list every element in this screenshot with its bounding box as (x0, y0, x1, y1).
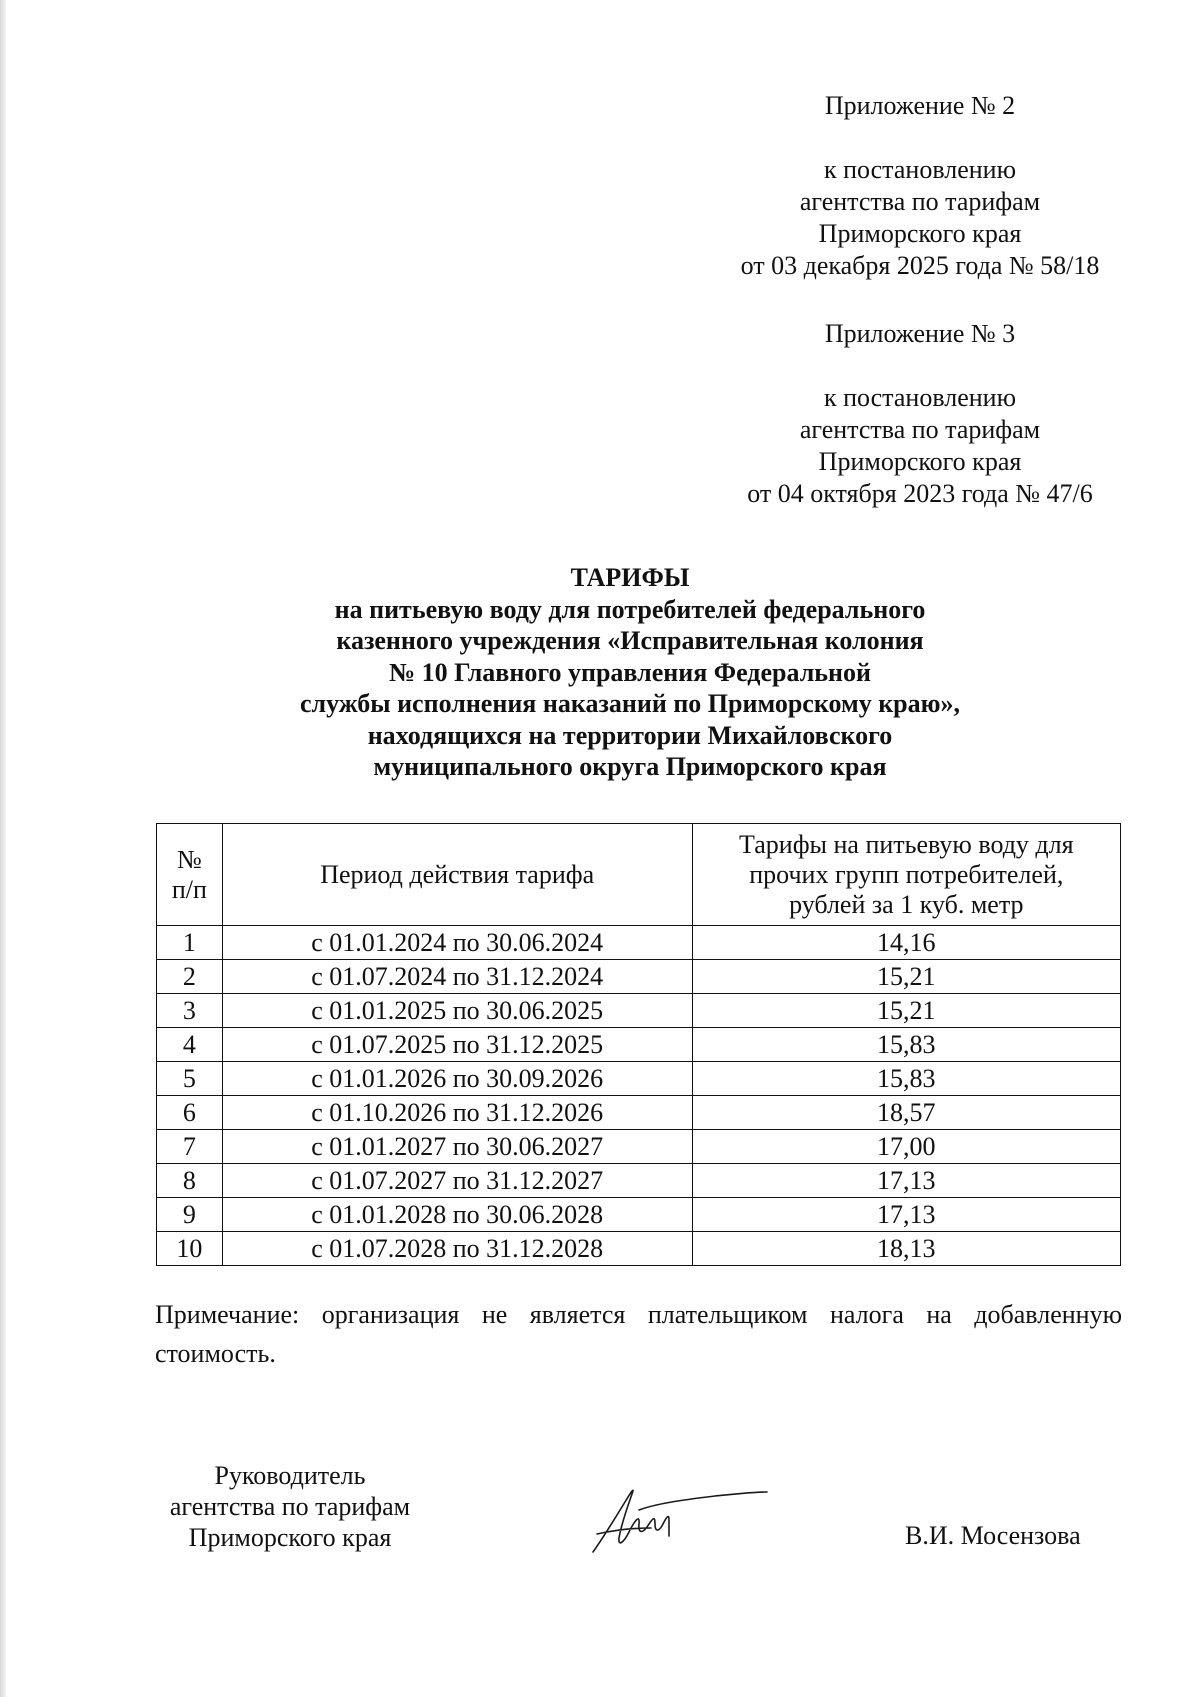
handwritten-signature (585, 1480, 775, 1560)
title-line: службы исполнения наказаний по Приморскому краю», (299, 689, 961, 718)
document-title (230, 562, 1030, 783)
row-number: 6 (157, 1096, 223, 1130)
header-number (157, 824, 223, 926)
row-number: 2 (157, 960, 223, 994)
appendix-3-block (700, 318, 1140, 510)
appendix-line: агентства по тарифам (799, 415, 1041, 444)
row-tariff: 18,57 (692, 1096, 1120, 1130)
table-row (157, 1062, 1121, 1096)
row-number: 7 (157, 1130, 223, 1164)
row-number: 10 (157, 1232, 223, 1266)
row-period: с 01.01.2026 по 30.09.2026 (222, 1062, 692, 1096)
signer-position-line: Приморского края (188, 1523, 392, 1552)
row-period: с 01.07.2024 по 31.12.2024 (222, 960, 692, 994)
title-line: муниципального округа Приморского края (373, 752, 887, 781)
row-tariff: 14,16 (692, 926, 1120, 960)
table-row (157, 994, 1121, 1028)
header-tariff-line: прочих групп потребителей, (749, 859, 1064, 889)
row-period: с 01.07.2028 по 31.12.2028 (222, 1232, 692, 1266)
vat-note: Примечание: организация не является плательщиком налога на добавленную стоимость. (155, 1300, 1122, 1368)
header-tariff-line: Тарифы на питьевую воду для (739, 829, 1074, 859)
appendix-line: Приморского края (818, 219, 1022, 248)
table-row (157, 1096, 1121, 1130)
row-number: 3 (157, 994, 223, 1028)
row-period: с 01.07.2027 по 31.12.2027 (222, 1164, 692, 1198)
appendix-line: к постановлению (823, 155, 1017, 184)
header-number-line: № (176, 844, 202, 874)
title-line: находящихся на территории Михайловского (367, 720, 893, 750)
row-tariff: 15,21 (692, 994, 1120, 1028)
table-row (157, 1198, 1121, 1232)
signer-position-line: Руководитель (214, 1461, 366, 1490)
appendix-heading: Приложение № 3 (824, 319, 1016, 348)
row-period: с 01.07.2025 по 31.12.2025 (222, 1028, 692, 1062)
table-row (157, 960, 1121, 994)
row-period: с 01.01.2024 по 30.06.2024 (222, 926, 692, 960)
header-number-line: п/п (171, 874, 207, 904)
title-line: на питьевую воду для потребителей федерального (334, 594, 926, 624)
row-tariff: 18,13 (692, 1232, 1120, 1266)
row-number: 8 (157, 1164, 223, 1198)
signer-name: В.И. Мосензова (905, 1521, 1081, 1550)
row-number: 1 (157, 926, 223, 960)
row-tariff: 15,83 (692, 1028, 1120, 1062)
row-period: с 01.10.2026 по 31.12.2026 (222, 1096, 692, 1130)
table-header-row (157, 824, 1121, 926)
row-period: с 01.01.2028 по 30.06.2028 (222, 1198, 692, 1232)
table-row (157, 1028, 1121, 1062)
table-row (157, 926, 1121, 960)
signer-position (140, 1460, 440, 1553)
title-line: казенного учреждения «Исправительная колония (336, 626, 924, 655)
page-edge-shadow (0, 0, 6, 1697)
table-row (157, 1130, 1121, 1164)
appendix-line: агентства по тарифам (799, 187, 1041, 216)
appendix-line: Приморского края (818, 447, 1022, 476)
appendix-heading: Приложение № 2 (824, 91, 1016, 120)
row-number: 5 (157, 1062, 223, 1096)
tariff-table (156, 823, 1121, 1266)
title-line: № 10 Главного управления Федеральной (388, 657, 871, 687)
appendix-line: от 03 декабря 2025 года № 58/18 (740, 251, 1100, 280)
row-tariff: 15,83 (692, 1062, 1120, 1096)
row-tariff: 17,13 (692, 1164, 1120, 1198)
table-row (157, 1164, 1121, 1198)
row-tariff: 17,00 (692, 1130, 1120, 1164)
appendix-line: к постановлению (823, 383, 1017, 412)
row-period: с 01.01.2025 по 30.06.2025 (222, 994, 692, 1028)
header-tariff (692, 824, 1120, 926)
row-tariff: 15,21 (692, 960, 1120, 994)
appendix-2-block (700, 90, 1140, 282)
row-period: с 01.01.2027 по 30.06.2027 (222, 1130, 692, 1164)
title-heading: ТАРИФЫ (570, 563, 690, 592)
header-tariff-line: рублей за 1 куб. метр (789, 889, 1024, 919)
signer-position-line: агентства по тарифам (169, 1492, 411, 1521)
header-period: Период действия тарифа (222, 824, 692, 926)
appendix-line: от 04 октября 2023 года № 47/6 (747, 479, 1093, 508)
row-number: 4 (157, 1028, 223, 1062)
row-tariff: 17,13 (692, 1198, 1120, 1232)
row-number: 9 (157, 1198, 223, 1232)
table-row (157, 1232, 1121, 1266)
